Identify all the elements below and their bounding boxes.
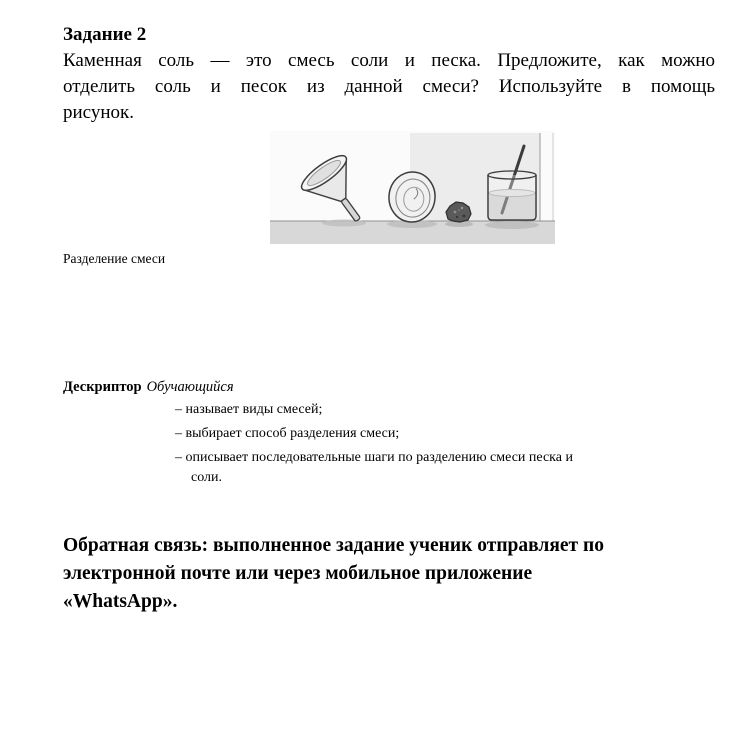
- task-text-line: Каменная соль — это смесь соли и песка. Предложите, как можно: [63, 50, 715, 71]
- descriptor-item: – называет виды смесей;: [175, 402, 323, 417]
- descriptor-item: – описывает последовательные шаги по разделению смеси песка и: [175, 450, 573, 465]
- figure-caption: Разделение смеси: [63, 251, 166, 266]
- descriptor-subject: Обучающийся: [146, 379, 234, 395]
- feedback-paragraph: [63, 532, 703, 616]
- task-title: Задание 2: [63, 24, 147, 45]
- descriptor-section: [63, 377, 718, 488]
- descriptor-list: [175, 400, 675, 488]
- descriptor-item-continuation: соли.: [191, 470, 223, 485]
- lab-equipment-sketch: [270, 131, 555, 244]
- task-text: [63, 48, 715, 126]
- feedback-line: «WhatsApp».: [63, 591, 178, 612]
- feedback-line: электронной почте или через мобильное приложение: [63, 563, 533, 584]
- task-text-line: отделить соль и песок из данной смеси? Используйте в помощь: [63, 76, 715, 97]
- descriptor-label: Дескриптор: [63, 379, 142, 395]
- descriptor-heading: [63, 377, 718, 397]
- descriptor-item: – выбирает способ разделения смеси;: [175, 426, 400, 441]
- mixture-separation-figure: [270, 131, 555, 244]
- task-text-line: рисунок.: [63, 102, 134, 123]
- feedback-line: Обратная связь: выполненное задание ученик отправляет по: [63, 535, 605, 556]
